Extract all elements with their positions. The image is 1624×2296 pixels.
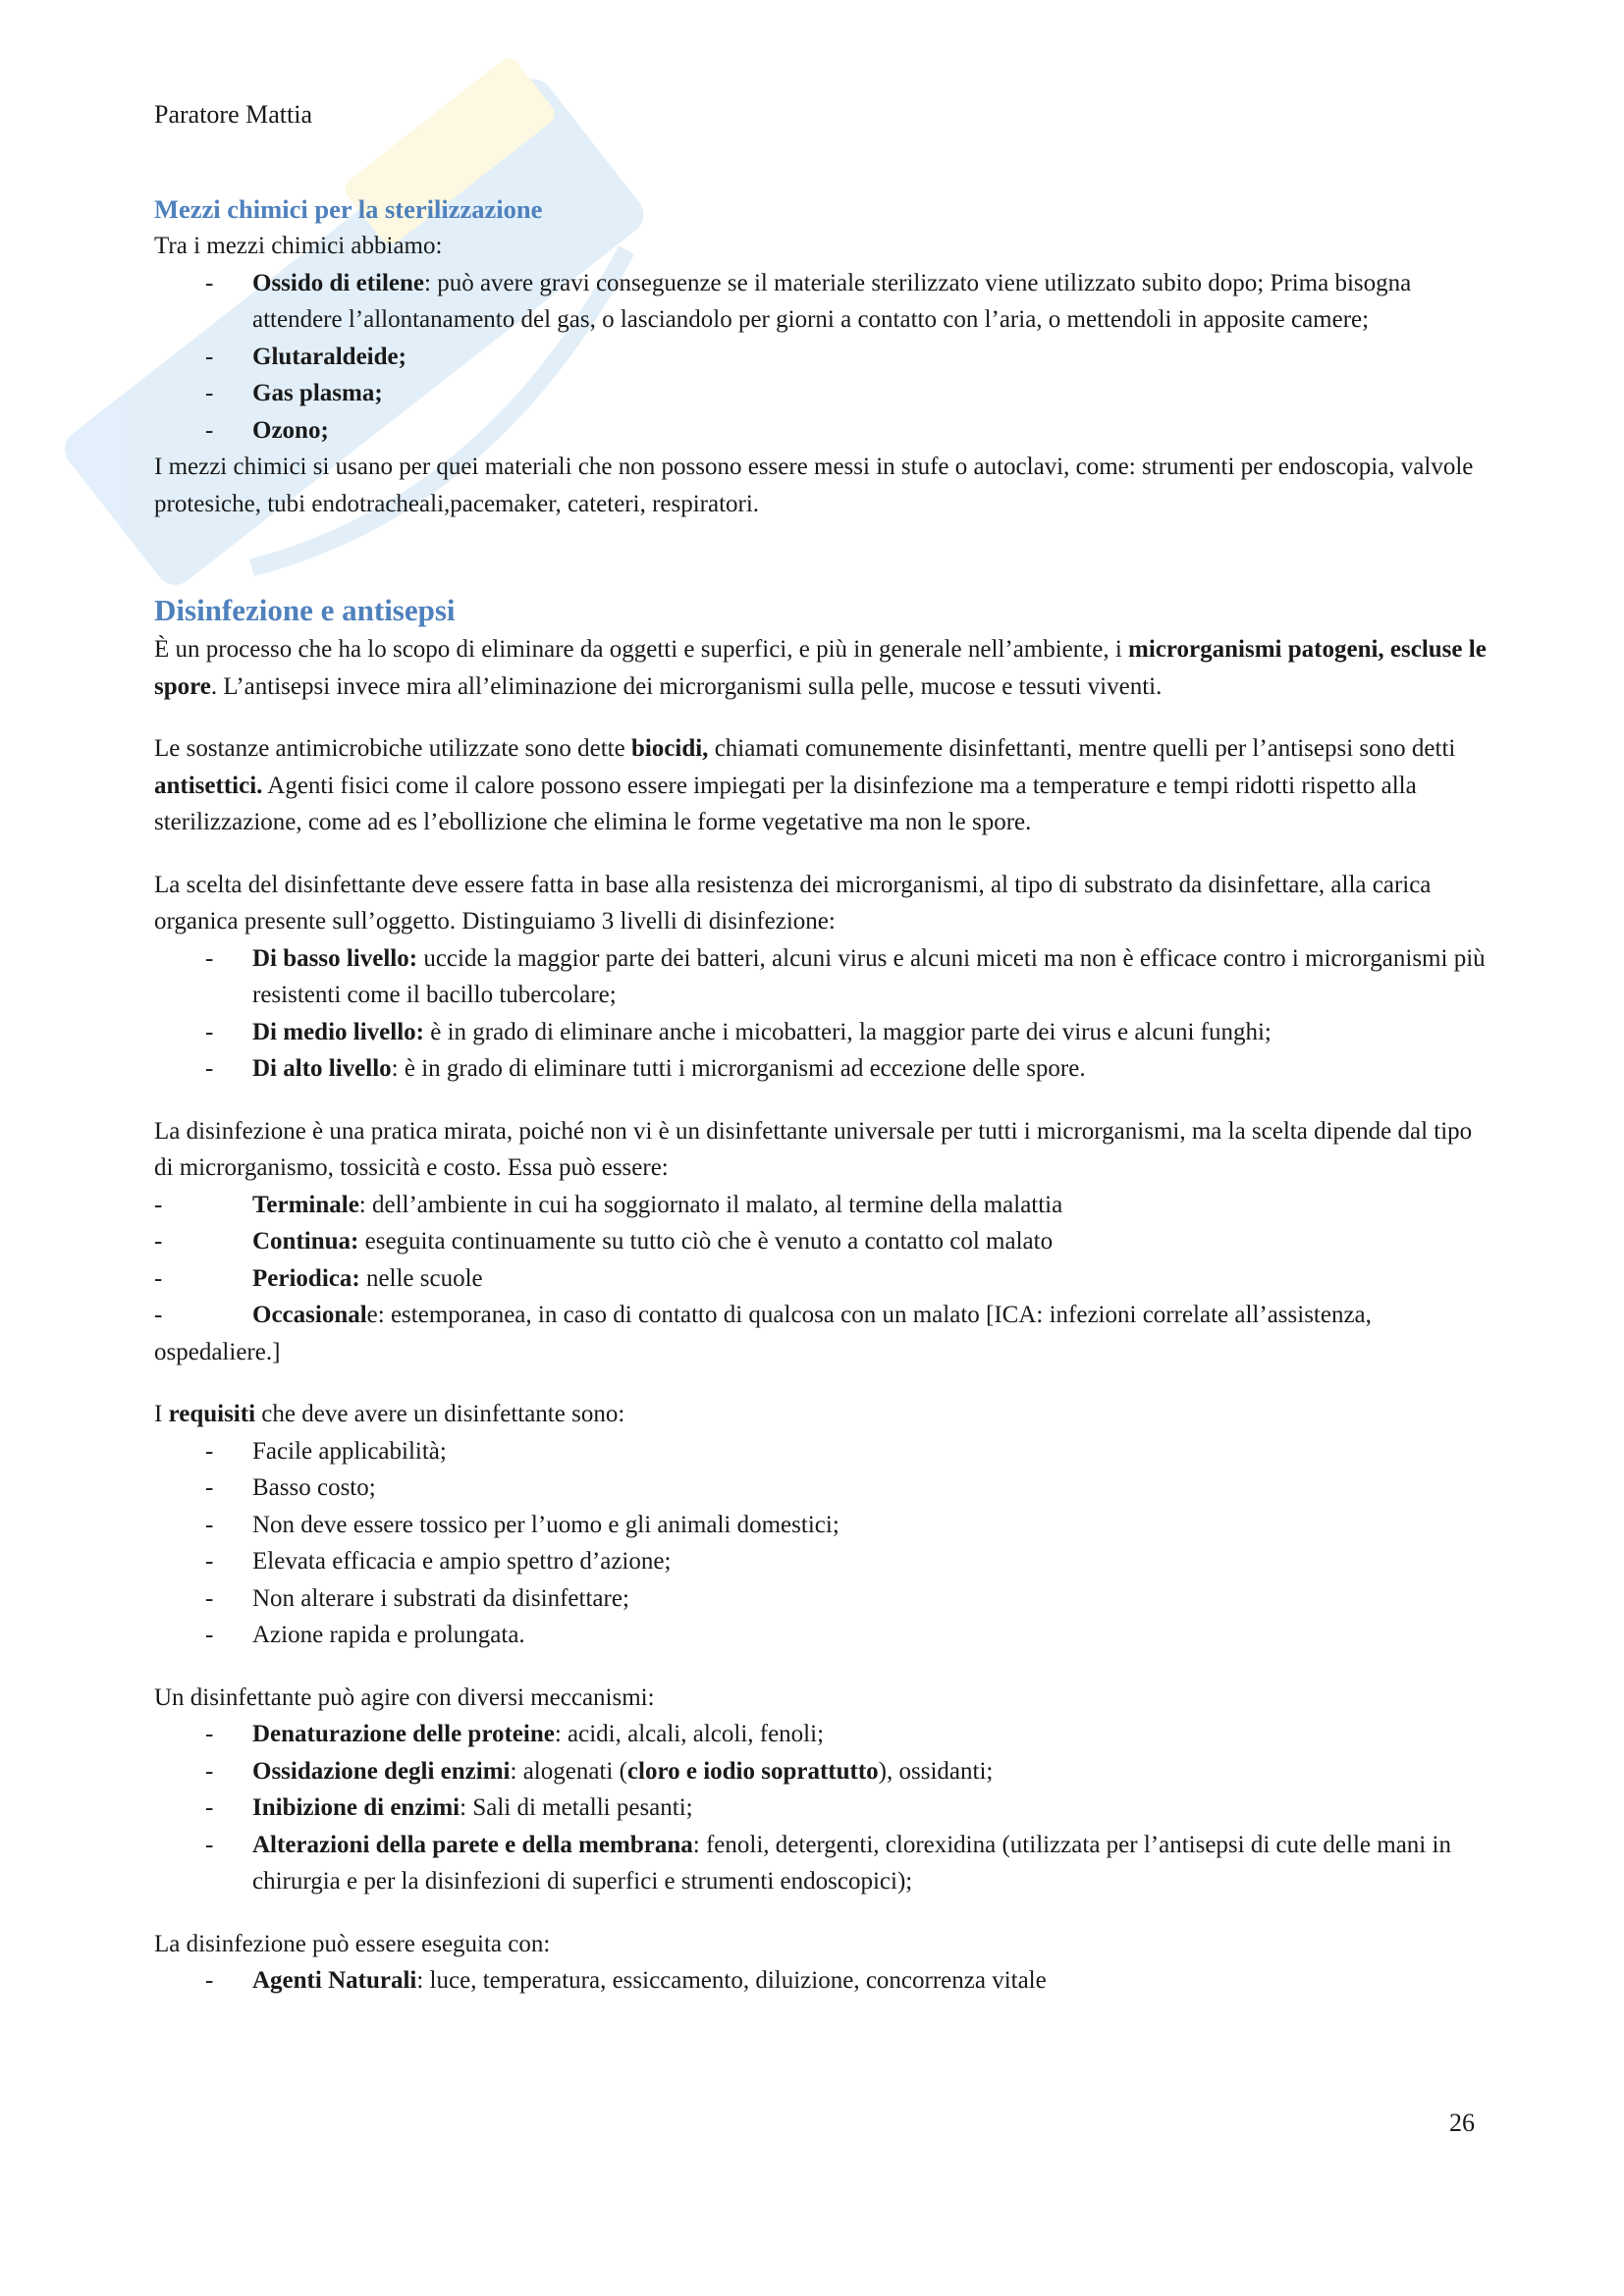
list-item: - Basso costo; [154, 1469, 1489, 1507]
requirements-list [154, 1433, 1489, 1654]
paragraph: Un disinfettante può agire con diversi meccanismi: [154, 1683, 655, 1711]
disinfection-levels-list [154, 940, 1489, 1088]
list-item: - Non alterare i substrati da disinfettare; [154, 1580, 1489, 1618]
intro-text: Tra i mezzi chimici abbiamo: [154, 233, 443, 259]
list-item: - Gas plasma; [154, 375, 1489, 412]
paragraph: La scelta del disinfettante deve essere fatta in base alla resistenza dei microrganismi, al tipo di substrato da disinfettare, alla carica organica presente sull’oggetto. Distinguiamo 3 livelli di disinfezione: [154, 871, 1432, 934]
chemical-means-list [154, 265, 1489, 450]
list-item: - Azione rapida e prolungata. [154, 1617, 1489, 1654]
section-chemical-sterilization [154, 191, 1489, 522]
list-item: - Di basso livello: uccide la maggior parte dei batteri, alcuni virus e alcuni miceti ma non è efficace contro i microrganismi più resistenti come il bacillo tubercolare; [154, 940, 1489, 1014]
list-item: - Facile applicabilità; [154, 1433, 1489, 1470]
list-item: - Agenti Naturali: luce, temperatura, essiccamento, diluizione, concorrenza vitale [154, 1962, 1489, 2000]
list-item: - Continua: eseguita continuamente su tutto ciò che è venuto a contatto col malato [154, 1228, 1054, 1255]
list-item: - Elevata efficacia e ampio spettro d’azione; [154, 1543, 1489, 1580]
list-item: - Periodica: nelle scuole [154, 1264, 483, 1292]
paragraph: Le sostanze antimicrobiche utilizzate sono dette biocidi, chiamati comunemente disinfettanti, mentre quelli per l’antisepsi sono detti antisettici. Agenti fisici come il calore possono essere impiegati per la disinfezione ma a temperature e tempi ridotti rispetto alla sterilizzazione, come ad es l’ebollizione che elimina le forme vegetative ma non le spore. [154, 735, 1456, 835]
list-item: - Di alto livello: è in grado di eliminare tutti i microrganismi ad eccezione delle spore. [154, 1050, 1489, 1088]
list-item: - Glutaraldeide; [154, 339, 1489, 376]
list-item: - Occasionale: estemporanea, in caso di contatto di qualcosa con un malato [ICA: infezioni correlate all’assistenza, ospedaliere.] [154, 1302, 1372, 1365]
header-author: Paratore Mattia [154, 100, 312, 129]
paragraph: I mezzi chimici si usano per quei materiali che non possono essere messi in stufe o autoclavi, come: strumenti per endoscopia, valvole protesiche, tubi endotracheali,pacemaker, cateteri, respiratori. [154, 454, 1474, 517]
methods-list [154, 1962, 1489, 2000]
list-item: - Ossidazione degli enzimi: alogenati (cloro e iodio soprattutto), ossidanti; [154, 1753, 1489, 1790]
list-item: - Denaturazione delle proteine: acidi, alcali, alcoli, fenoli; [154, 1716, 1489, 1753]
paragraph: È un processo che ha lo scopo di eliminare da oggetti e superfici, e più in generale nell’ambiente, i microrganismi patogeni, escluse le spore. L’antisepsi invece mira all’eliminazione dei microrganismi sulla pelle, mucose e tessuti viventi. [154, 636, 1487, 700]
paragraph: La disinfezione è una pratica mirata, poiché non vi è un disinfettante universale per tutti i microrganismi, ma la scelta dipende dal tipo di microrganismo, tossicità e costo. Essa può essere: [154, 1117, 1473, 1181]
page-number: 26 [1449, 2109, 1475, 2137]
list-item: - Ossido di etilene: può avere gravi conseguenze se il materiale sterilizzato viene utilizzato subito dopo; Prima bisogna attendere l’allontanamento del gas, o lasciandolo per giorni a contatto con l’aria, o mettendoli in apposite camere; [154, 265, 1489, 339]
paragraph: I requisiti che deve avere un disinfettante sono: [154, 1401, 625, 1427]
list-item: - Inibizione di enzimi: Sali di metalli pesanti; [154, 1789, 1489, 1827]
section-disinfection [154, 590, 1489, 2000]
list-item: - Non deve essere tossico per l’uomo e gli animali domestici; [154, 1507, 1489, 1544]
section-heading: Mezzi chimici per la sterilizzazione [154, 194, 543, 224]
list-item: - Di medio livello: è in grado di eliminare anche i micobatteri, la maggior parte dei virus e alcuni funghi; [154, 1014, 1489, 1051]
section-heading: Disinfezione e antisepsi [154, 593, 456, 627]
list-item: - Alterazioni della parete e della membrana: fenoli, detergenti, clorexidina (utilizzata per l’antisepsi di cute delle mani in chirurgia e per la disinfezioni di superfici e strumenti endoscopici); [154, 1827, 1489, 1900]
mechanisms-list [154, 1716, 1489, 1900]
paragraph: La disinfezione può essere eseguita con: [154, 1930, 551, 1957]
disinfection-types-list [154, 1187, 1489, 1371]
list-item: - Ozono; [154, 412, 1489, 450]
list-item: - Terminale: dell’ambiente in cui ha soggiornato il malato, al termine della malattia [154, 1191, 1063, 1218]
